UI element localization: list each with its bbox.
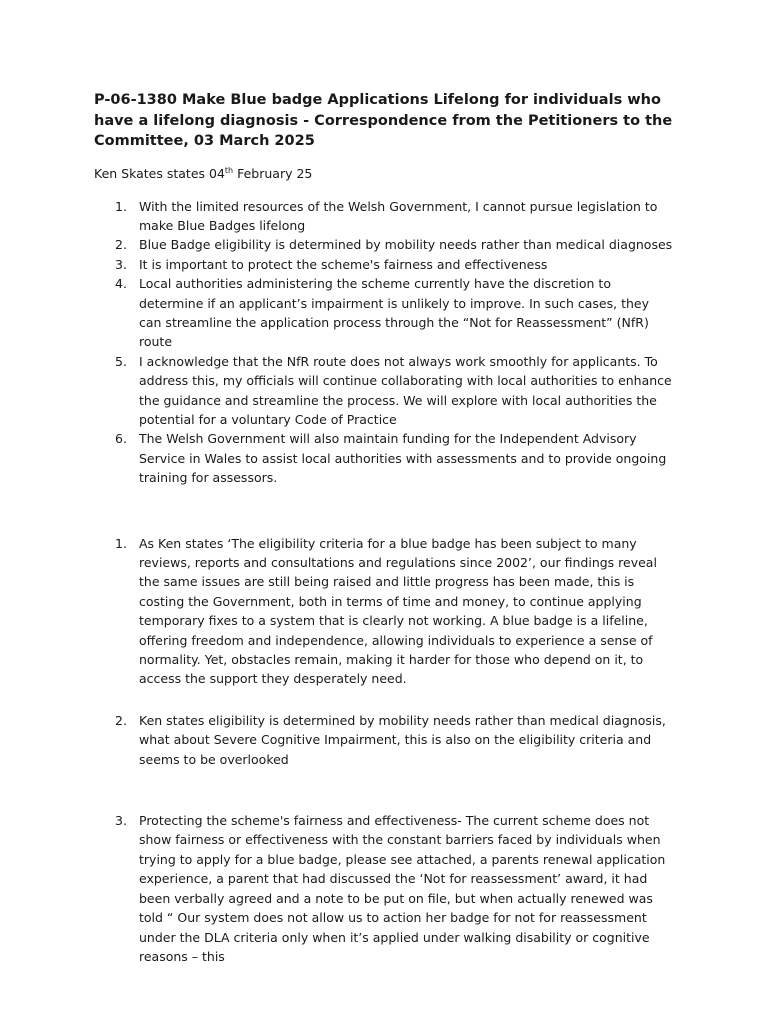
responses-list (94, 534, 674, 967)
list-number: 1. (115, 198, 127, 214)
list-number: 3. (115, 256, 127, 272)
ken-points-list (94, 197, 674, 488)
list-number: 1. (115, 535, 127, 551)
document-title: P-06-1380 Make Blue badge Applications Lifelong for individuals who have a lifelong diagnosis - Correspondence from the Petitioners to the Committee, 03 March 2025 (94, 92, 673, 149)
list-item (94, 534, 674, 689)
list-item (94, 429, 674, 487)
list-number: 3. (115, 813, 127, 829)
list-text: Local authorities administering the scheme currently have the discretion to determine if an applicant’s impairment is unlikely to improve. In such cases, they can streamline the application process through the “Not for Reassessment” (NfR) route (139, 276, 649, 350)
intro-superscript: th (224, 165, 234, 175)
list-item (94, 255, 674, 274)
intro-text-end: February 25 (233, 165, 313, 181)
list-text: I acknowledge that the NfR route does not always work smoothly for applicants. To address this, my officials will continue collaborating with local authorities to enhance the guidance and streamline the process. We will explore with local authorities the potential for a voluntary Code of Practice (139, 353, 672, 427)
list-text: Blue Badge eligibility is determined by mobility needs rather than medical diagnoses (139, 237, 673, 253)
list-item (94, 811, 674, 966)
list-number: 2. (115, 237, 127, 253)
list-item (94, 711, 674, 769)
intro-text: Ken Skates states 04 (94, 165, 225, 181)
list-text: As Ken states ‘The eligibility criteria for a blue badge has been subject to many reviews, reports and consultations and regulations since 2002’, our findings reveal the same issues are still being raised and little progress has been made, this is costing the Government, both in terms of time and money, to continue applying temporary fixes to a system that is clearly not working. A blue badge is a lifeline, offering freedom and independence, allowing individuals to experience a sense of normality. Yet, obstacles remain, making it harder for those who depend on it, to access the support they desperately need. (139, 535, 657, 687)
list-text: Ken states eligibility is determined by mobility needs rather than medical diagnosis, what about Severe Cognitive Impairment, this is also on the eligibility criteria and seems to be overlooked (139, 712, 666, 767)
list-text: The Welsh Government will also maintain funding for the Independent Advisory Service in Wales to assist local authorities with assessments and to provide ongoing training for assessors. (139, 431, 667, 486)
list-text: Protecting the scheme's fairness and effectiveness- The current scheme does not show fairness or effectiveness with the constant barriers faced by individuals when trying to apply for a blue badge, please see attached, a parents renewal application experience, a parent that had discussed the ‘Not for reassessment’ award, it had been verbally agreed and a note to be put on file, but when actually renewed was told “ Our system does not allow us to action her badge for not for reassessment under the DLA criteria only when it’s applied under walking disability or cognitive reasons – this (139, 813, 666, 964)
list-item (94, 274, 674, 352)
list-number: 5. (115, 353, 127, 369)
list-number: 6. (115, 431, 127, 447)
list-item (94, 352, 674, 430)
list-item (94, 197, 674, 236)
list-item (94, 235, 674, 254)
list-text: It is important to protect the scheme's fairness and effectiveness (139, 256, 548, 272)
list-text: With the limited resources of the Welsh Government, I cannot pursue legislation to make Blue Badges lifelong (139, 198, 658, 233)
list-number: 2. (115, 712, 127, 728)
list-number: 4. (115, 276, 127, 292)
intro-line (94, 164, 674, 183)
